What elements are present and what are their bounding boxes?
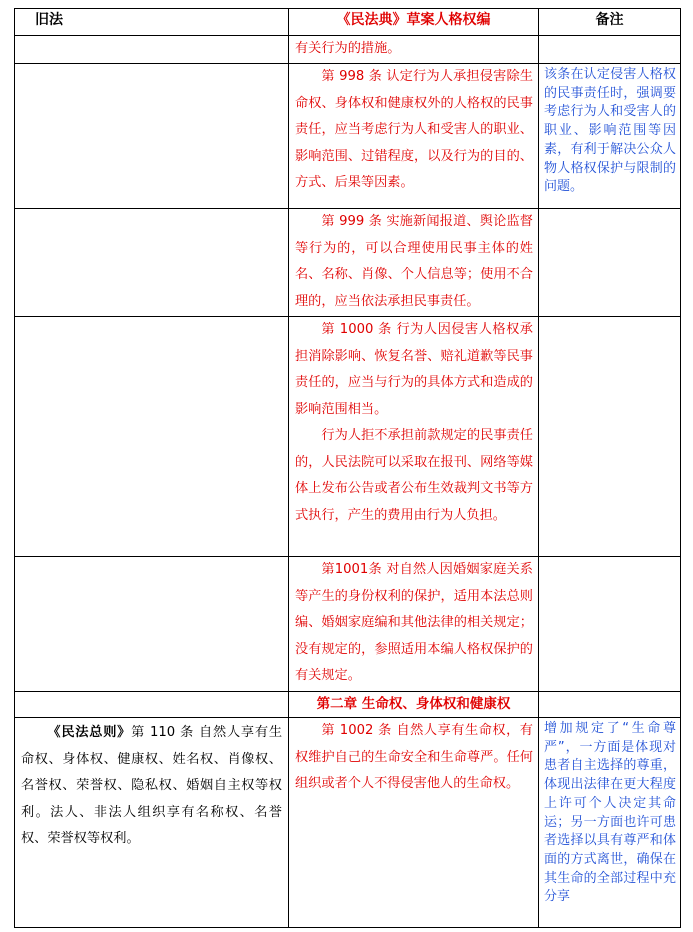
draft-text: 第 1000 条 行为人因侵害人格权承担消除影响、恢复名誉、赔礼道歉等民事责任的，应当与行为的具体方式和造成的影响范围相当。 [295, 322, 533, 417]
draft-cell [289, 557, 539, 692]
header-old-law: 旧法 [15, 9, 289, 36]
chapter-row [15, 692, 681, 718]
draft-text: 有关行为的措施。 [295, 41, 401, 56]
draft-cell [289, 36, 539, 64]
note-text: 增加规定了“生命尊严”，一方面是体现对患者自主选择的尊重，体现出法律在更大程度上许可个人决定其命运；另一方面也许可患者选择以具有尊严和体面的方式离世，确保在其生命的全部过程中充分享 [544, 721, 676, 905]
old-law-cell [15, 209, 289, 317]
draft-text: 第 998 条 认定行为人承担侵害除生命权、身体权和健康权外的人格权的民事责任，应当考虑行为人和受害人的职业、影响范围、过错程度，以及行为的目的、方式、后果等因素。 [295, 69, 533, 190]
draft-cell [289, 718, 539, 928]
note-text: 该条在认定侵害人格权的民事责任时，强调要考虑行为人和受害人的职业、影响范围等因素，有利于解决公众人物人格权保护与限制的问题。 [544, 67, 676, 195]
old-law-cell [15, 36, 289, 64]
note-cell [539, 36, 681, 64]
old-law-cell [15, 692, 289, 718]
header-notes: 备注 [539, 9, 681, 36]
table-row [15, 209, 681, 317]
law-comparison-table [14, 8, 681, 928]
old-law-cell [15, 317, 289, 557]
old-law-article: 第 110 条 自然人享有生命权、身体权、健康权、姓名权、肖像权、名誉权、荣誉权、隐私权、婚姻自主权等权利。法人、非法人组织享有名称权、名誉权、荣誉权等权利。 [21, 725, 283, 846]
draft-text: 第 999 条 实施新闻报道、舆论监督等行为的，可以合理使用民事主体的姓名、名称、肖像、个人信息等；使用不合理的，应当依法承担民事责任。 [295, 214, 533, 309]
draft-cell [289, 317, 539, 557]
note-cell [539, 317, 681, 557]
old-law-cell [15, 64, 289, 209]
draft-cell [289, 64, 539, 209]
note-cell [539, 692, 681, 718]
note-cell [539, 557, 681, 692]
header-row [15, 9, 681, 36]
old-law-cell [15, 718, 289, 928]
table-row [15, 557, 681, 692]
old-law-cell [15, 557, 289, 692]
table-row [15, 36, 681, 64]
table-row [15, 64, 681, 209]
draft-cell [289, 209, 539, 317]
header-draft: 《民法典》草案人格权编 [289, 9, 539, 36]
table-row [15, 718, 681, 928]
note-cell [539, 718, 681, 928]
draft-text: 行为人拒不承担前款规定的民事责任的，人民法院可以采取在报刊、网络等媒体上发布公告或者公布生效裁判文书等方式执行，产生的费用由行为人负担。 [295, 428, 533, 523]
draft-text: 第1001条 对自然人因婚姻家庭关系等产生的身份权利的保护，适用本法总则编、婚姻家庭编和其他法律的相关规定；没有规定的，参照适用本编人格权保护的有关规定。 [295, 562, 533, 683]
old-law-source: 《民法总则》 [47, 725, 132, 740]
note-cell [539, 209, 681, 317]
table-row [15, 317, 681, 557]
chapter-heading: 第二章 生命权、身体权和健康权 [289, 692, 539, 718]
old-law-text [15, 718, 288, 853]
note-cell [539, 64, 681, 209]
draft-text: 第 1002 条 自然人享有生命权，有权维护自己的生命安全和生命尊严。任何组织或者个人不得侵害他人的生命权。 [295, 723, 533, 791]
